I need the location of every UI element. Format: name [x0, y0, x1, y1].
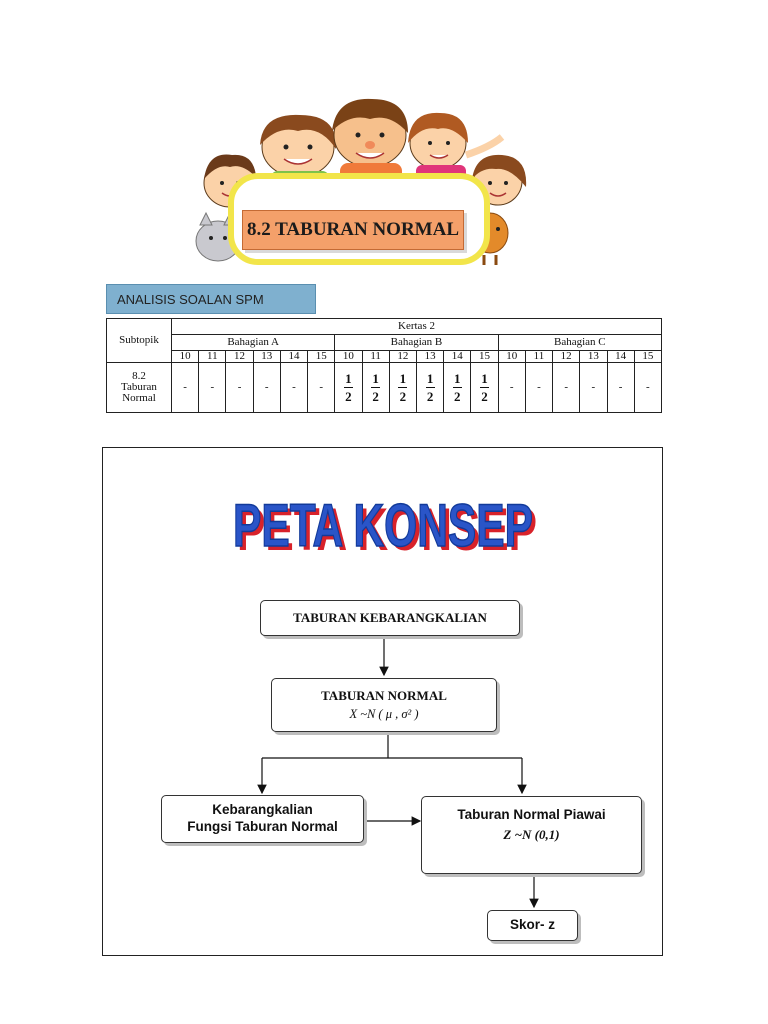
fraction: $\frac{1}{2}$ — [454, 370, 461, 405]
title-text: PETA KONSEP — [233, 492, 533, 558]
year-cell: 14 — [280, 351, 307, 363]
year-cell: 15 — [471, 351, 498, 363]
subtopic-cell — [107, 363, 172, 413]
subtopic-line: Taburan — [121, 381, 157, 393]
subtopic-line: 8.2 — [132, 370, 146, 382]
year-cell: 13 — [580, 351, 607, 363]
fraction: $\frac{1}{2}$ — [345, 370, 352, 405]
year-cell: 15 — [634, 351, 661, 363]
value-cell: - — [498, 363, 525, 413]
value-cell: - — [172, 363, 199, 413]
chapter-title-banner: 8.2 TABURAN NORMAL — [242, 210, 464, 250]
value-cell: - — [634, 363, 661, 413]
header-illustration — [190, 95, 540, 270]
value-cell: - — [553, 363, 580, 413]
value-cell: - — [580, 363, 607, 413]
paper-header: Kertas 2 — [172, 319, 662, 335]
section-a-header: Bahagian A — [172, 335, 335, 351]
fraction: $\frac{1}{2}$ — [426, 370, 434, 405]
year-cell: 10 — [335, 351, 362, 363]
node-probability-function: Kebarangkalian Fungsi Taburan Normal — [161, 795, 364, 843]
year-cell: 13 — [416, 351, 443, 363]
spm-analysis-table — [106, 318, 662, 413]
value-cell: - — [199, 363, 226, 413]
value-cell — [416, 363, 443, 413]
node-normal-distribution: TABURAN NORMAL X ~N ( μ , σ² ) — [271, 678, 497, 732]
section-b-header: Bahagian B — [335, 335, 498, 351]
subtopic-header: Subtopik — [107, 319, 172, 363]
value-cell: - — [607, 363, 634, 413]
year-cell: 12 — [226, 351, 253, 363]
value-cell: - — [308, 363, 335, 413]
year-cell: 11 — [199, 351, 226, 363]
year-cell: 10 — [498, 351, 525, 363]
year-cell: 11 — [525, 351, 552, 363]
year-cell: 14 — [444, 351, 471, 363]
year-cell: 12 — [389, 351, 416, 363]
fraction: $\frac{1}{2}$ — [481, 370, 488, 405]
year-cell: 14 — [607, 351, 634, 363]
value-cell: - — [280, 363, 307, 413]
fraction: $\frac{1}{2}$ — [399, 370, 407, 405]
value-cell: - — [525, 363, 552, 413]
fraction: $\frac{1}{2}$ — [372, 370, 379, 405]
value-cell — [471, 363, 498, 413]
year-cell: 10 — [172, 351, 199, 363]
section-c-header: Bahagian C — [498, 335, 661, 351]
year-cell: 15 — [308, 351, 335, 363]
node-standard-normal: Taburan Normal Piawai Z ~N (0,1) — [421, 796, 642, 874]
value-cell — [444, 363, 471, 413]
year-cell: 13 — [253, 351, 280, 363]
node-probability-distribution: TABURAN KEBARANGKALIAN — [260, 600, 520, 636]
year-cell: 12 — [553, 351, 580, 363]
subtopic-line: Normal — [122, 392, 156, 404]
value-cell — [389, 363, 416, 413]
value-cell: - — [226, 363, 253, 413]
value-cell — [362, 363, 389, 413]
analysis-label: ANALISIS SOALAN SPM — [106, 284, 316, 314]
value-cell — [335, 363, 362, 413]
year-cell: 11 — [362, 351, 389, 363]
node-z-score: Skor- z — [487, 910, 578, 941]
title-shadow: PETA KONSEP — [237, 496, 537, 558]
value-cell: - — [253, 363, 280, 413]
